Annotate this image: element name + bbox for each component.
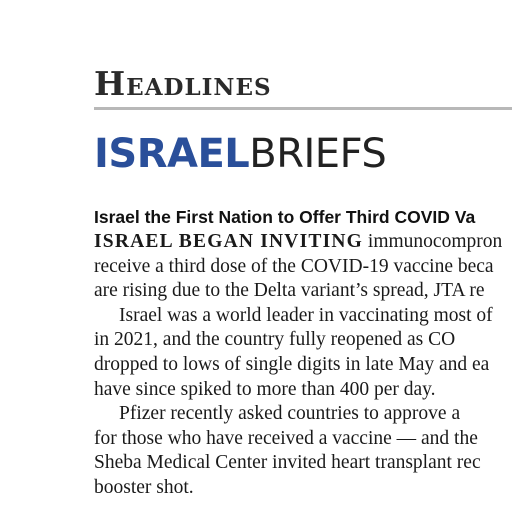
article-line: for those who have received a vaccine — and the xyxy=(94,427,478,449)
column-title-part2: BRIEFS xyxy=(249,131,387,177)
article-lead-caps: ISRAEL BEGAN INVITING xyxy=(94,231,364,252)
section-divider xyxy=(94,107,512,110)
article xyxy=(94,205,512,501)
article-line: Pfizer recently asked countries to approve a xyxy=(119,403,461,425)
article-line: Sheba Medical Center invited heart transplant rec xyxy=(94,452,481,474)
column-title-part1: ISRAEL xyxy=(94,131,250,177)
article-headline: Israel the First Nation to Offer Third COVID Va xyxy=(94,207,476,227)
article-line xyxy=(94,230,512,255)
article-line: receive a third dose of the COVID-19 vaccine beca xyxy=(94,255,494,277)
article-line: dropped to lows of single digits in late May and ea xyxy=(94,353,490,375)
article-line: Israel was a world leader in vaccinating most of xyxy=(119,304,493,326)
article-line: are rising due to the Delta variant’s spread, JTA re xyxy=(94,280,485,302)
article-line: have since spiked to more than 400 per day. xyxy=(94,378,436,400)
column-title xyxy=(94,131,386,177)
article-line-text: immunocompron xyxy=(367,231,503,252)
article-line: booster shot. xyxy=(94,476,194,498)
section-label: Headlines xyxy=(94,64,272,103)
article-line: in 2021, and the country fully reopened as CO xyxy=(94,329,456,351)
